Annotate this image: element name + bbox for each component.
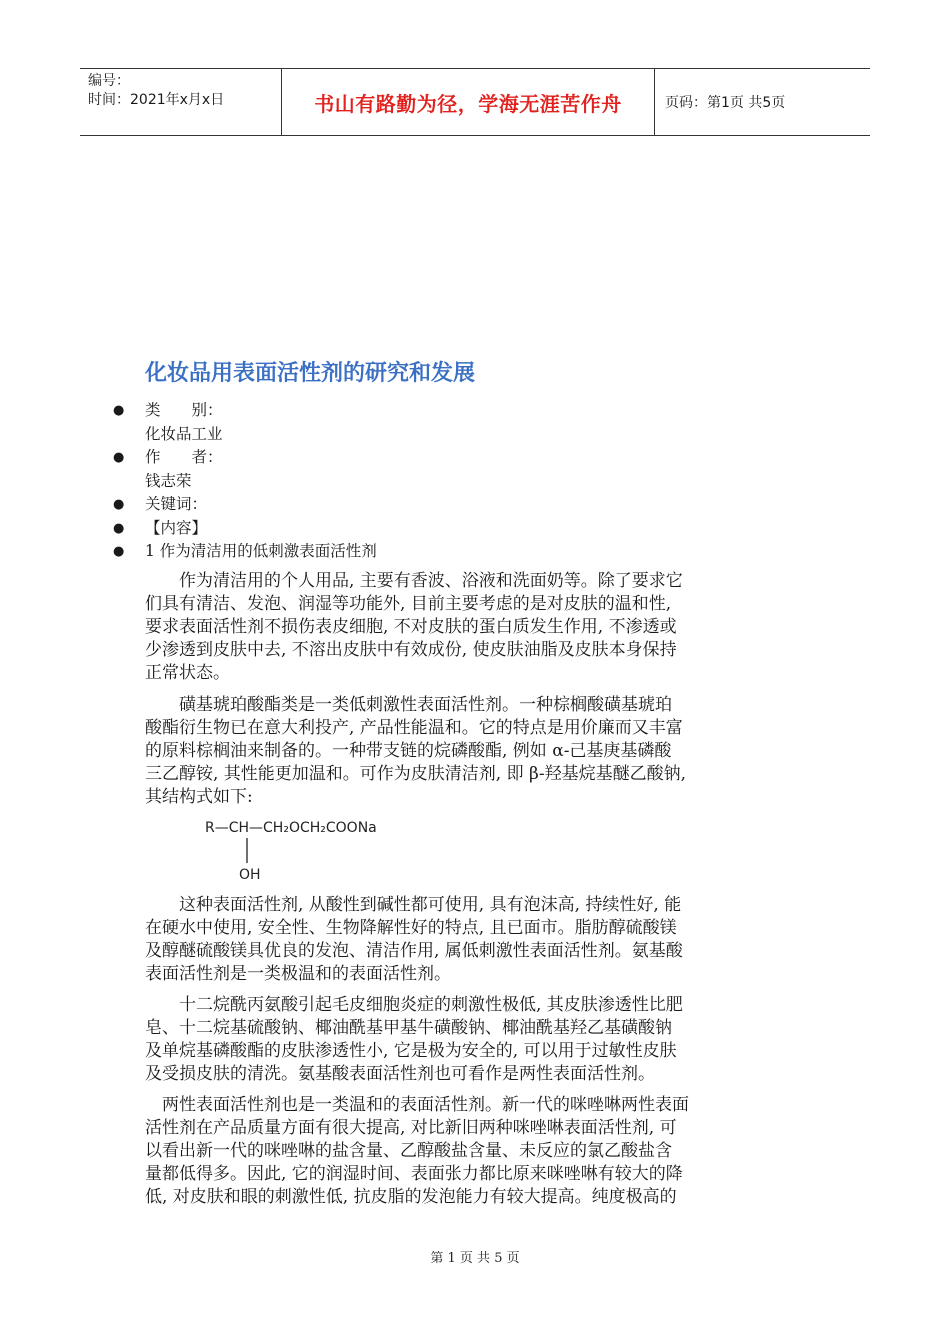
paragraph-line: 低, 对皮肤和眼的刺激性低, 抗皮脂的发泡能力有较大提高。纯度极高的: [145, 1187, 677, 1207]
paragraph-line: 这种表面活性剂, 从酸性到碱性都可使用, 具有泡沫高, 持续性好, 能: [145, 895, 682, 915]
bullet-icon: ●: [113, 544, 125, 559]
paragraph-line: 要求表面活性剂不损伤表皮细胞, 不对皮肤的蛋白质发生作用, 不渗透或: [145, 617, 677, 637]
paragraph-line: 及单烷基磷酸酯的皮肤渗透性小, 它是极为安全的, 可以用于过敏性皮肤: [145, 1041, 677, 1061]
paragraph-line: 十二烷酰丙氨酸引起毛皮细胞炎症的刺激性极低, 其皮肤渗透性比肥: [145, 995, 683, 1015]
document-header: [80, 68, 870, 136]
category-label: 类 别：: [145, 401, 223, 419]
paragraph-line: 酸酯衍生物已在意大利投产, 产品性能温和。它的特点是用价廉而又丰富: [145, 718, 683, 738]
paragraph-line: 及醇醚硫酸镁具优良的发泡、清洁作用, 属低刺激性表面活性剂。氨基酸: [145, 941, 683, 961]
meta-item-category: [0, 399, 950, 423]
paragraph-3: [145, 894, 805, 986]
paragraph-line: 在硬水中使用, 安全性、生物降解性好的特点, 且已面市。脂肪醇硫酸镁: [145, 918, 677, 938]
paragraph-4: [145, 994, 805, 1086]
paragraph-line: 两性表面活性剂也是一类温和的表面活性剂。新一代的咪唑啉两性表面: [145, 1095, 689, 1115]
header-motto-cell: [282, 69, 655, 135]
structural-formula: [205, 813, 455, 883]
bullet-icon: ●: [113, 450, 125, 465]
bullet-icon: ●: [113, 497, 125, 512]
paragraph-line: 皂、十二烷基硫酸钠、椰油酰基甲基牛磺酸钠、椰油酰基羟乙基磺酸钠: [145, 1018, 672, 1038]
meta-item-section: [0, 540, 950, 564]
paragraph-line: 正常状态。: [145, 663, 230, 683]
paragraph-1: [145, 570, 805, 685]
paragraph-5: [145, 1094, 805, 1209]
paragraph-line: 三乙醇铵, 其性能更加温和。可作为皮肤清洁剂, 即 β-羟基烷基醚乙酸钠,: [145, 764, 686, 784]
bullet-icon: ●: [113, 520, 125, 536]
paragraph-line: 的原料棕榈油来制备的。一种带支链的烷磷酸酯, 例如 α-己基庚基磷酸: [145, 741, 672, 761]
author-value: 钱志荣: [145, 471, 192, 490]
motto-text: 书山有路勤为径，学海无涯苦作舟: [314, 91, 622, 116]
paragraph-line: 们具有清洁、发泡、润湿等功能外, 目前主要考虑的是对皮肤的温和性,: [145, 594, 672, 614]
paragraph-line: 磺基琥珀酸酯类是一类低刺激性表面活性剂。一种棕榈酸磺基琥珀: [145, 695, 672, 715]
meta-value-author: [0, 470, 950, 494]
header-page-info: 页码：第1页 共5页: [665, 95, 786, 111]
author-label: 作 者：: [145, 448, 223, 466]
article-meta-list: [0, 399, 950, 564]
section-title: 1 作为清洁用的低刺激表面活性剂: [145, 542, 377, 560]
bullet-icon: ●: [113, 403, 125, 418]
paragraph-line: 以看出新一代的咪唑啉的盐含量、乙醇酸盐含量、未反应的氯乙酸盐含: [145, 1141, 672, 1161]
formula-main: R—CH—CH₂OCH₂COONa: [205, 820, 377, 836]
meta-item-author: [0, 446, 950, 470]
paragraph-line: 及受损皮肤的清洗。氨基酸表面活性剂也可看作是两性表面活性剂。: [145, 1064, 655, 1084]
article-title: 化妆品用表面活性剂的研究和发展: [145, 361, 476, 386]
serial-label: 编号：: [88, 73, 130, 89]
page-footer: 第 1 页 共 5 页: [430, 1251, 520, 1266]
content-label: 【内容】: [145, 518, 208, 537]
header-left-cell: [80, 69, 282, 135]
paragraph-line: 表面活性剂是一类极温和的表面活性剂。: [145, 964, 451, 984]
paragraph-line: 作为清洁用的个人用品, 主要有香波、浴液和洗面奶等。除了要求它: [145, 571, 683, 591]
date-label: 时间：2021年x月x日: [88, 92, 225, 108]
meta-item-keywords: [0, 493, 950, 517]
paragraph-line: 其结构式如下:: [145, 787, 253, 807]
meta-value-category: [0, 423, 950, 447]
category-value: 化妆品工业: [145, 424, 223, 443]
paragraph-2: [145, 694, 805, 809]
paragraph-line: 量都低得多。因此, 它的润湿时间、表面张力都比原来咪唑啉有较大的降: [145, 1164, 683, 1184]
meta-item-content: [0, 517, 950, 541]
keywords-label: 关键词：: [145, 495, 208, 513]
paragraph-line: 活性剂在产品质量方面有很大提高, 对比新旧两种咪唑啉表面活性剂, 可: [145, 1118, 677, 1138]
paragraph-line: 少渗透到皮肤中去, 不溶出皮肤中有效成份, 使皮肤油脂及皮肤本身保持: [145, 640, 677, 660]
formula-substituent: OH: [239, 867, 261, 883]
